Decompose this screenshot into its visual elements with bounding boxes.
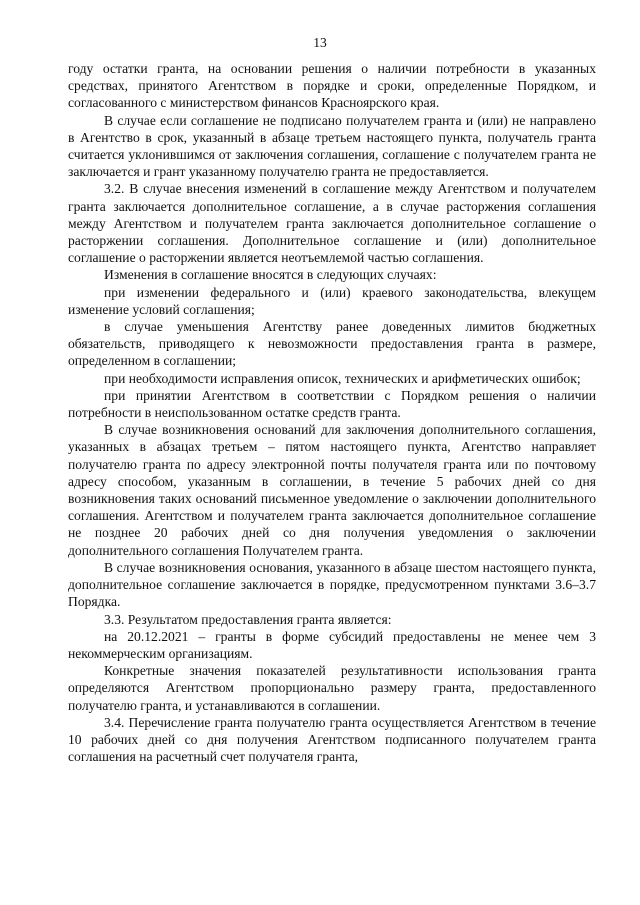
paragraph-result-date: на 20.12.2021 – гранты в форме субсидий предоставлены не менее чем 3 некоммерческим организациям. [68,628,596,661]
list-item-legislation: при изменении федерального и (или) краевого законодательства, влекущем изменение условий соглашения; [68,284,596,317]
list-item-errors: при необходимости исправления описок, технических и арифметических ошибок; [104,370,581,386]
paragraph-3-2: 3.2. В случае внесения изменений в соглашение между Агентством и получателем гранта заключается дополнительное соглашение, а в случае расторжения соглашения между Агентством и получателем гранта заключается дополнительное соглашение о расторжении соглашения. Дополнительное соглашение и (или) дополнительное соглашение о расторжении является неотъемлемой частью соглашения. [68,181,596,266]
paragraph-unsigned-agreement: В случае если соглашение не подписано получателем гранта и (или) не направлено в Агентство в срок, указанный в абзаце третьем настоящего пункта, получатель гранта считается уклонившимся от заключения соглашения, соглашение с получателем гранта не заключается и грант указанному получателю гранта не предоставляется. [68,112,596,180]
paragraph-changes-intro: Изменения в соглашение вносятся в следующих случаях: [104,267,437,283]
list-item-limits: в случае уменьшения Агентству ранее доведенных лимитов бюджетных обязательств, приводящего к невозможности предоставления гранта в размере, определенном в соглашении; [68,319,596,369]
paragraph-indicators: Конкретные значения показателей результативности использования гранта определяются Агентством пропорционально размеру гранта, предоставленного получателю гранта, и устанавливаются в соглашении. [68,663,596,713]
paragraph-continuation: году остатки гранта, на основании решения о наличии потребности в указанных средствах, принятого Агентством в порядке и сроки, определенные Порядком, и согласованного с министерством финансов Красноярского края. [68,61,596,111]
list-item-unused-balance: при принятии Агентством в соответствии с Порядком решения о наличии потребности в неиспользованном остатке средств гранта. [68,387,596,421]
document-body [68,60,596,765]
paragraph-sixth-basis: В случае возникновения основания, указанного в абзаце шестом настоящего пункта, дополнительное соглашение заключается в порядке, предусмотренном пунктами 3.6–3.7 Порядка. [68,559,596,610]
paragraph-3-3: 3.3. Результатом предоставления гранта является: [104,611,392,627]
paragraph-notification: В случае возникновения оснований для заключения дополнительного соглашения, указанных в абзацах третьем – пятом настоящего пункта, Агентство направляет получателю гранта по адресу электронной почты получателя гранта или по почтовому адресу способом, указанным в соглашении, в течение 5 рабочих дней со дня возникновения таких оснований письменное уведомление о заключении дополнительного соглашения. Агентством и получателем гранта заключается дополнительное соглашение не позднее 20 рабочих дней со дня получения уведомления о заключении дополнительного соглашения Получателем гранта. [68,422,596,558]
page-number: 13 [313,35,327,50]
paragraph-3-4: 3.4. Перечисление гранта получателю гранта осуществляется Агентством в течение 10 рабочих дней со дня получения Агентством подписанного получателем гранта соглашения на расчетный счет получателя гранта, [68,714,596,765]
